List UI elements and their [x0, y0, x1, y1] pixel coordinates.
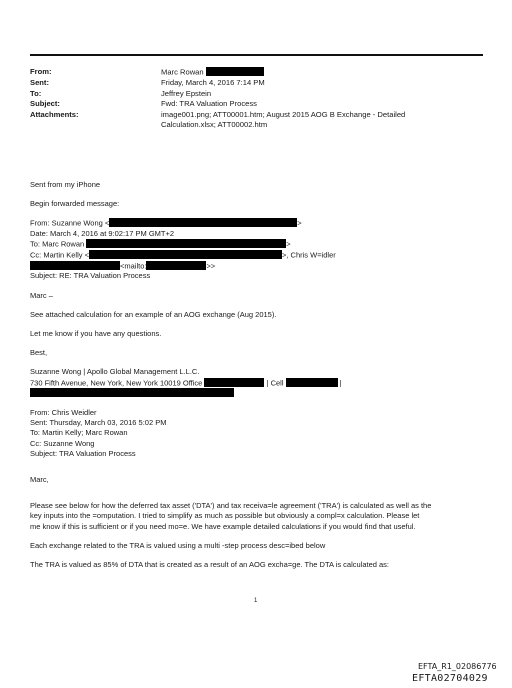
- to-label: To:: [30, 88, 42, 98]
- redaction-box: [286, 378, 338, 387]
- paragraph-dta-calc: The TRA is valued as 85% of DTA that is created as a result of an AOG excha=ge. The DTA is calculated as:: [30, 560, 390, 570]
- page-number: 1: [254, 598, 258, 604]
- fwd2-sent: Sent: Thursday, March 03, 2016 5:02 PM: [30, 418, 167, 428]
- fwd2-cc: Cc: Suzanne Wong: [30, 438, 95, 448]
- redaction-box: [86, 239, 286, 248]
- from-label: From:: [30, 67, 52, 76]
- bates-stamp-1: EFTA_R1_02086776: [418, 662, 497, 671]
- header-attachments-row: [30, 110, 490, 131]
- signature-redacted-line: [30, 388, 490, 399]
- sent-label: Sent:: [30, 78, 49, 88]
- fwd1-mailto: <mailto: >>: [30, 261, 490, 272]
- redaction-box: [206, 67, 264, 76]
- to-value: Jeffrey Epstein: [161, 88, 212, 98]
- fwd2-from: From: Chris Weidler: [30, 408, 97, 418]
- fwd1-to: To: Marc Rowan >: [30, 239, 291, 249]
- subject-value: Fwd: TRA Valuation Process: [161, 99, 257, 109]
- signature-block: [30, 367, 490, 399]
- questions-line: Let me know if you have any questions.: [30, 329, 162, 339]
- fwd2-subject: Subject: TRA Valuation Process: [30, 448, 136, 458]
- bates-stamp-2: EFTA02704029: [412, 673, 488, 684]
- fwd1-subject: Subject: RE: TRA Valuation Process: [30, 271, 151, 281]
- email-header: [30, 67, 490, 131]
- greeting-marc-comma: Marc,: [30, 475, 49, 485]
- redaction-box: [109, 218, 297, 227]
- begin-forwarded-line: Begin forwarded message:: [30, 199, 120, 209]
- subject-label: Subject:: [30, 99, 60, 109]
- redaction-box: [30, 261, 120, 270]
- header-sent-row: [30, 78, 490, 89]
- header-rule: [30, 54, 483, 56]
- signature-address: 730 Fifth Avenue, New York, New York 10019 Office | Cell |: [30, 378, 342, 388]
- attachments-value: image001.png; ATT00001.htm; August 2015 AOG B Exchange - Detailed Calculation.xlsx; ATT00002.htm: [161, 109, 406, 130]
- signature-name: Suzanne Wong | Apollo Global Management L.L.C.: [30, 367, 200, 377]
- fwd1-cc: Cc: Martin Kelly < >, Chris W=idler: [30, 250, 336, 260]
- email-body: [30, 180, 490, 570]
- from-value: Marc Rowan: [161, 67, 490, 78]
- paragraph-multi-step: Each exchange related to the TRA is valued using a multi -step process desc=ibed below: [30, 540, 326, 550]
- forwarded-header-1: [30, 218, 490, 281]
- sent-from-line: Sent from my iPhone: [30, 180, 101, 189]
- header-subject-row: [30, 99, 490, 110]
- redaction-box: [146, 261, 206, 270]
- fwd1-date: Date: March 4, 2016 at 9:02:17 PM GMT+2: [30, 229, 175, 239]
- header-to-row: [30, 89, 490, 100]
- paragraph-dta-tra: Please see below for how the deferred tax asset ('DTA') and tax receiva=le agreement ('TRA') is calculated as well as the key inputs into the =omputation. I tried to simplify as much as possible but obviously a compl=x calculation. Please let me know if this is sufficient or if you need mo=e. We have example detailed calculations if you would find that useful.: [30, 501, 432, 531]
- see-attached-line: See attached calculation for an example of an AOG exchange (Aug 2015).: [30, 309, 277, 319]
- redaction-box: [30, 388, 234, 397]
- fwd2-to: To: Martin Kelly; Marc Rowan: [30, 428, 128, 438]
- fwd1-from: From: Suzanne Wong < >: [30, 218, 302, 228]
- sent-value: Friday, March 4, 2016 7:14 PM: [161, 78, 265, 88]
- header-from-row: [30, 67, 490, 78]
- redaction-box: [204, 378, 264, 387]
- sign-off: Best,: [30, 348, 48, 358]
- forwarded-header-2: [30, 408, 490, 459]
- greeting-marc-dash: Marc –: [30, 290, 53, 300]
- redaction-box: [89, 250, 282, 259]
- attachments-label: Attachments:: [30, 109, 79, 119]
